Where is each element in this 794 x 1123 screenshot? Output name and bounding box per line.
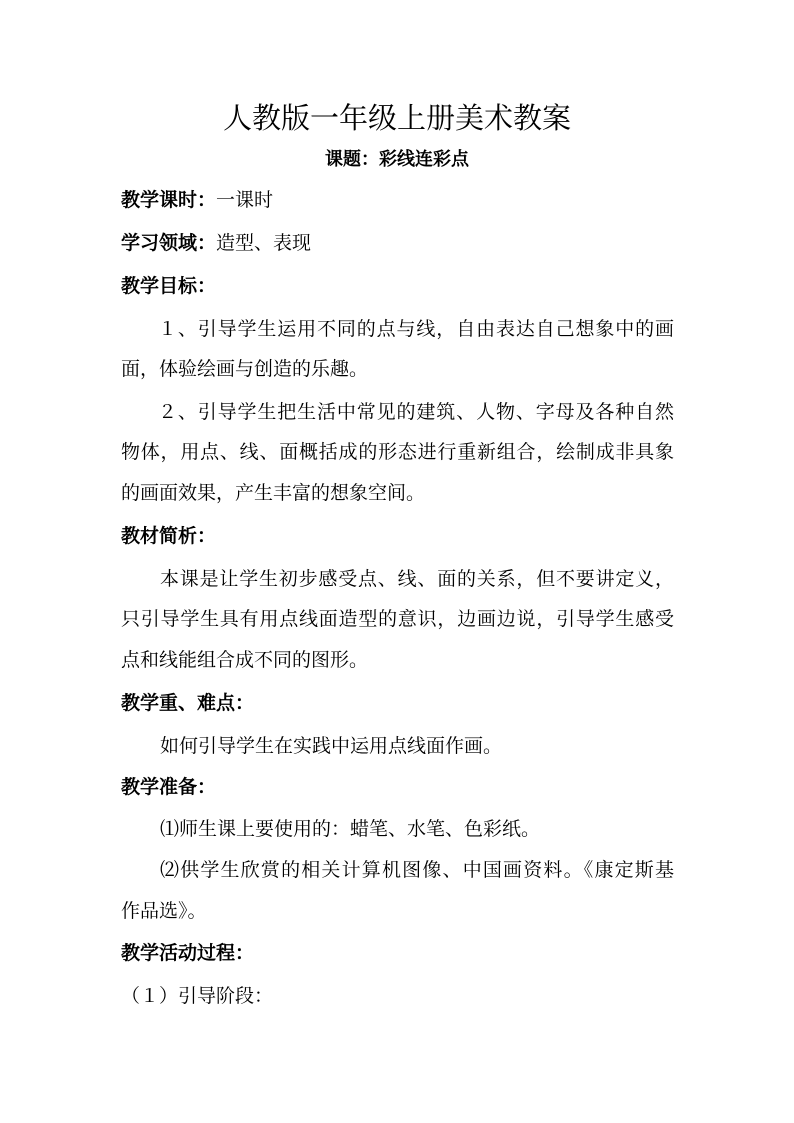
learning-area-row (121, 229, 311, 257)
objective-2-line-2: 物体，用点、线、面概括成的形态进行重新组合，绘制成非具象 (121, 441, 674, 463)
process-heading: 教学活动过程： (121, 942, 255, 964)
learning-area-label: 学习领域： (121, 232, 217, 254)
lesson-hours-label: 教学课时： (121, 189, 217, 211)
objective-1-line-1: １、引导学生运用不同的点与线，自由表达自己想象中的画 (158, 318, 674, 340)
key-points-text: 如何引导学生在实践中运用点线面作画。 (160, 735, 503, 757)
lesson-hours-row (121, 186, 273, 214)
preparation-heading: 教学准备： (121, 776, 217, 798)
objective-2-line-3: 的画面效果，产生丰富的想象空间。 (121, 482, 426, 504)
analysis-line-2: 只引导学生具有用点线面造型的意识，边画边说，引导学生感受 (121, 608, 674, 630)
analysis-line-1: 本课是让学生初步感受点、线、面的关系，但不要讲定义， (160, 568, 674, 590)
preparation-item-1: ⑴师生课上要使用的：蜡笔、水笔、色彩纸。 (160, 818, 541, 840)
objective-1-line-2: 面，体验绘画与创造的乐趣。 (121, 358, 369, 380)
analysis-line-3: 点和线能组合成不同的图形。 (121, 649, 369, 671)
learning-area-value: 造型、表现 (216, 232, 312, 254)
objectives-heading: 教学目标： (121, 275, 217, 297)
document-title: 人教版一年级上册美术教案 (222, 101, 571, 135)
lesson-subtitle: 课题：彩线连彩点 (325, 149, 469, 170)
process-step-1: （１）引导阶段： (121, 985, 274, 1007)
analysis-heading: 教材简析： (121, 525, 217, 547)
preparation-item-2-line-1: ⑵供学生欣赏的相关计算机图像、中国画资料。《康定斯基 (160, 859, 674, 881)
lesson-hours-value: 一课时 (216, 189, 274, 211)
key-points-heading: 教学重、难点： (121, 692, 255, 714)
preparation-item-2-line-2: 作品选》。 (121, 900, 207, 922)
objective-2-line-1: ２、引导学生把生活中常见的建筑、人物、字母及各种自然 (158, 401, 674, 423)
